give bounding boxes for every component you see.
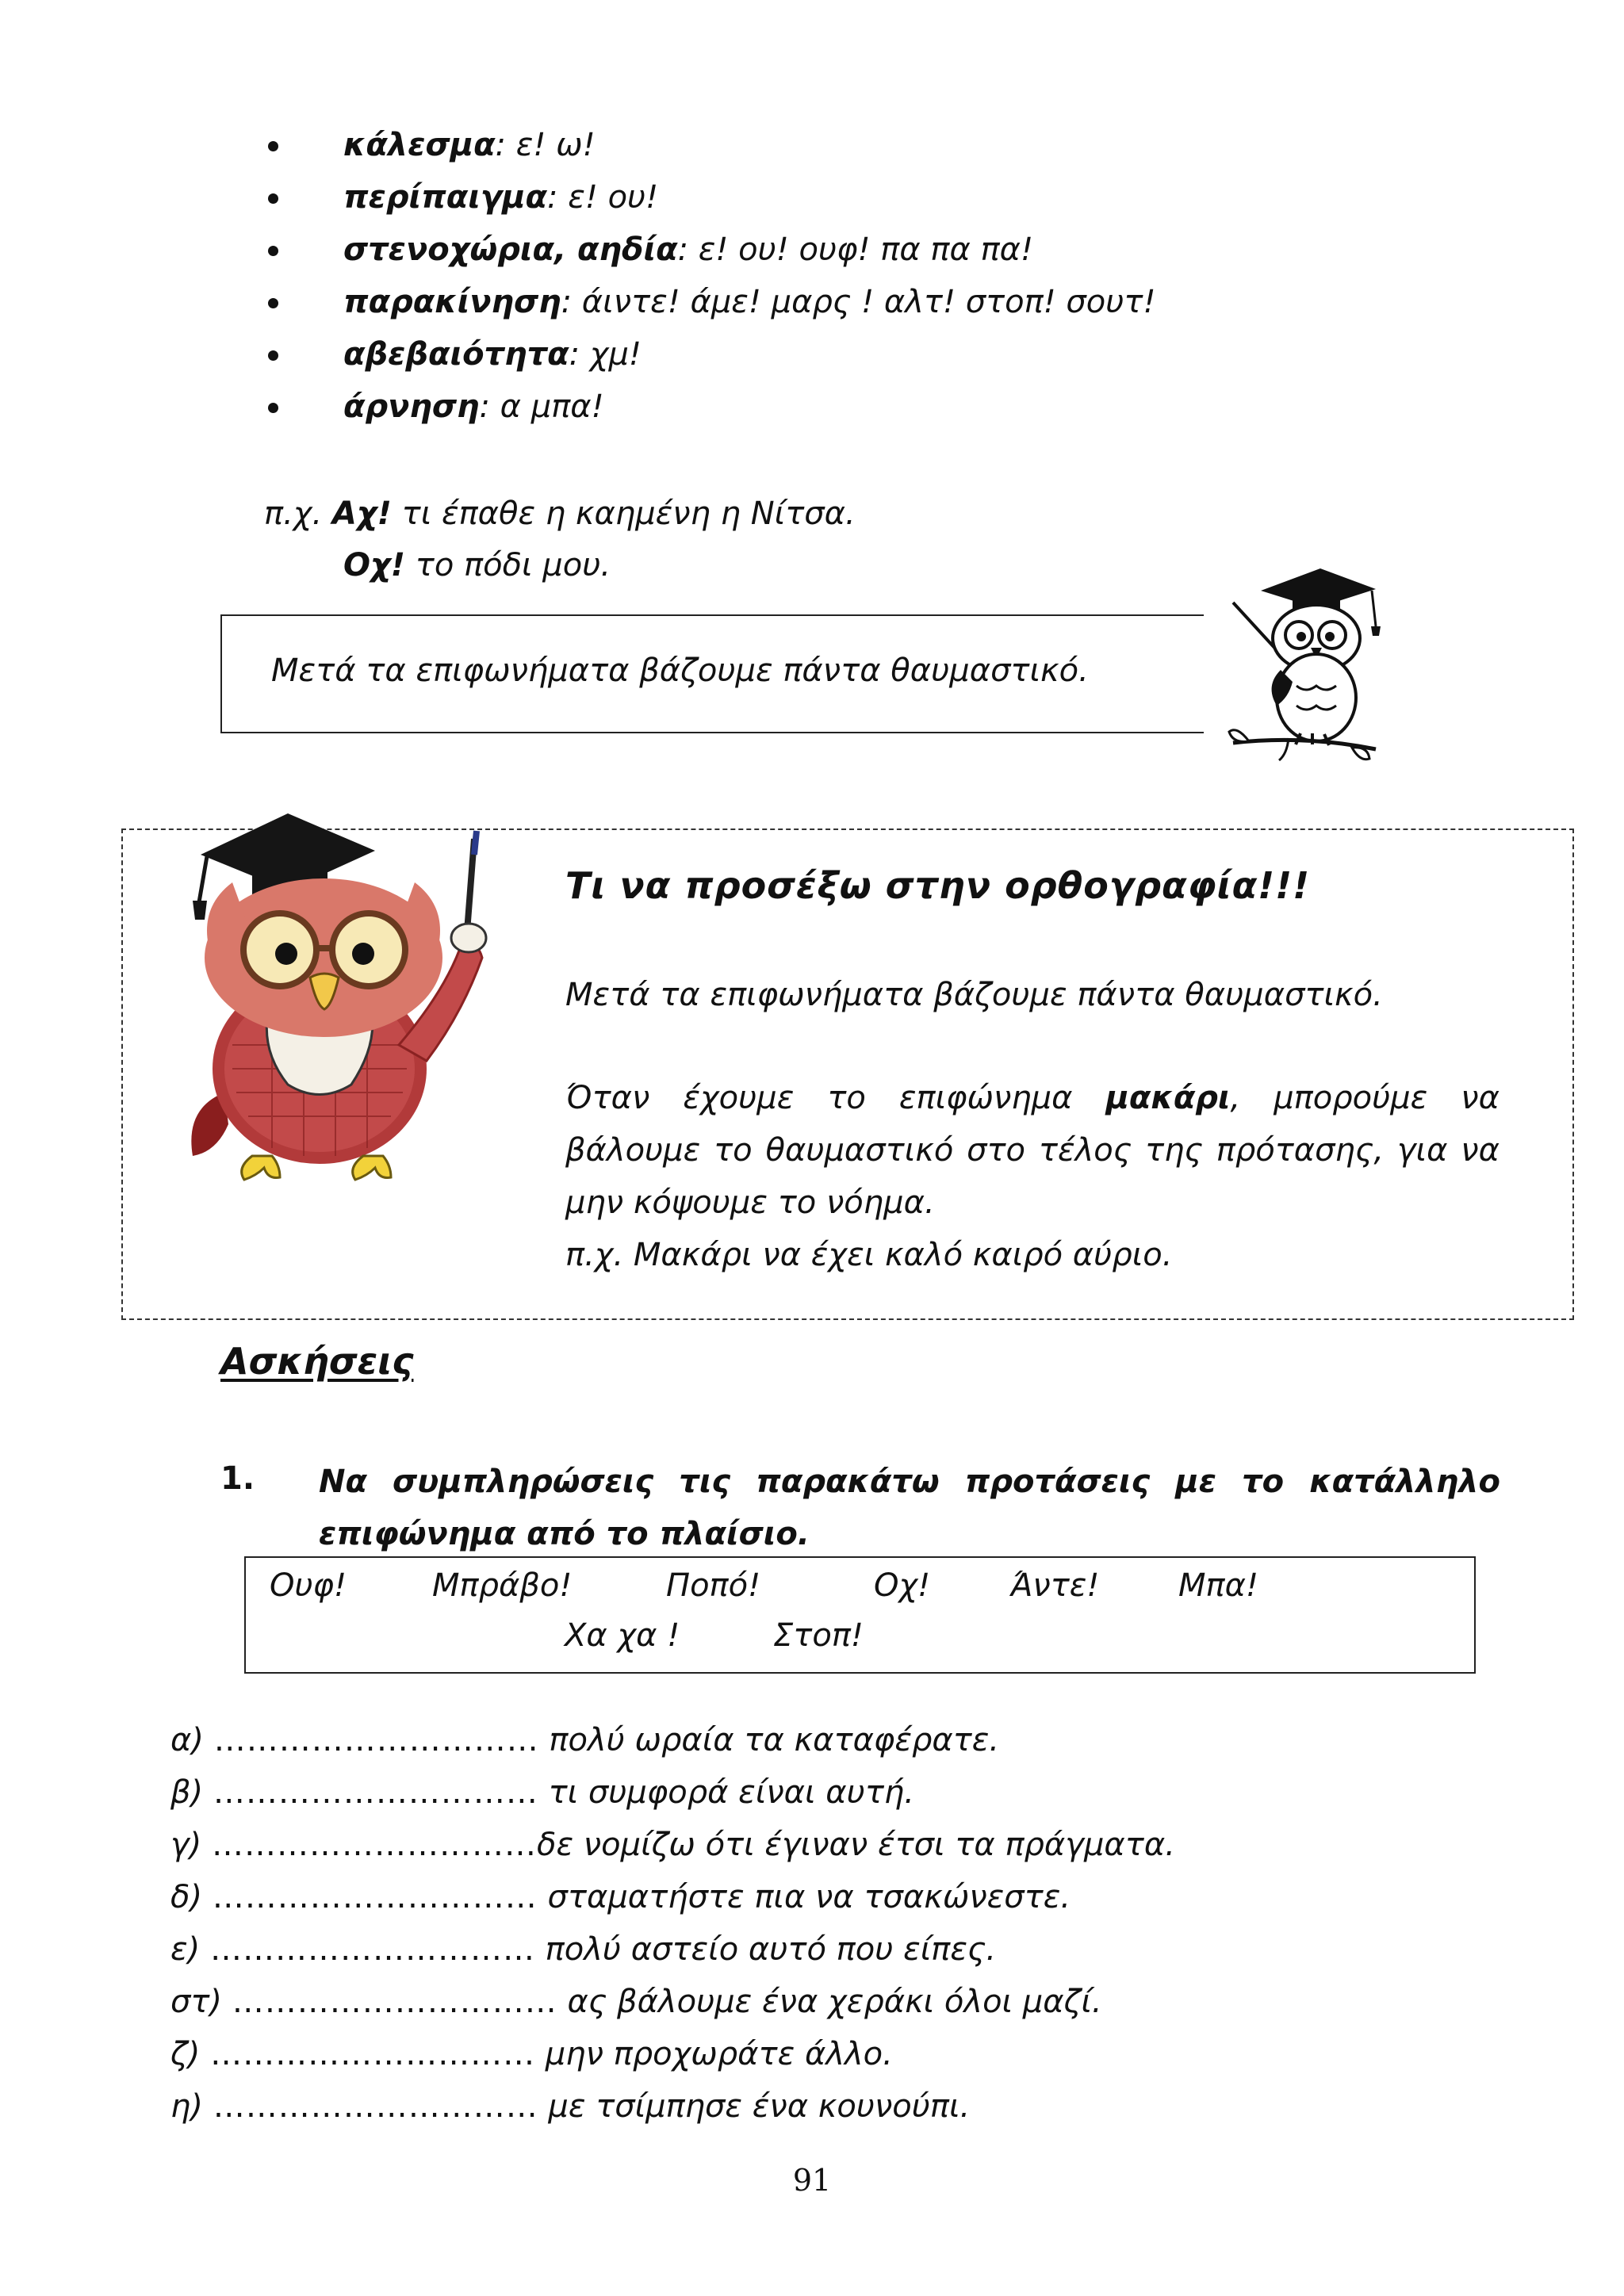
word-bank-box (244, 1556, 1476, 1674)
tip-paragraph-2-line-1: Όταν έχουμε το επιφώνημα μακάρι, μπορούμε να (565, 1080, 1500, 1116)
page-number: 91 (792, 2163, 832, 2198)
tip-paragraph-1: Μετά τα επιφωνήματα βάζουμε πάντα θαυμαστικό. (565, 977, 1383, 1013)
word-option: Μπα! (1178, 1567, 1258, 1604)
bullet-icon (268, 298, 278, 308)
fill-sentence: στ) ………………………… ας βάλουμε ένα χεράκι όλοι μαζί. (170, 1984, 1102, 2020)
blank-field[interactable]: ………………………… (232, 1984, 557, 2020)
fill-sentence: β) ………………………… τι συμφορά είναι αυτή. (170, 1774, 914, 1811)
bullet-icon (268, 193, 278, 204)
fill-sentence: ζ) ………………………… μην προχωράτε άλλο. (170, 2036, 893, 2072)
blank-field[interactable]: ………………………… (213, 1722, 539, 1758)
list-item: αβεβαιότητα: χμ! (264, 328, 1295, 381)
fill-sentence: η) ………………………… με τσίμπησε ένα κουνούπι. (170, 2088, 971, 2125)
fill-sentence: α) ………………………… πολύ ωραία τα καταφέρατε. (170, 1722, 1000, 1758)
tip-example: π.χ. Μακάρι να έχει καλό καιρό αύριο. (565, 1237, 1173, 1273)
bullet-icon (268, 246, 278, 256)
list-item: στενοχώρια, αηδία: ε! ου! ουφ! πα πα πα! (264, 224, 1295, 276)
word-option: Οχ! (874, 1567, 931, 1604)
owl-teacher-illustration (161, 807, 522, 1188)
word-option: Μπράβο! (432, 1567, 573, 1604)
word-option: Χα χα ! (565, 1617, 680, 1654)
tip-paragraph-2-line-2: βάλουμε το θαυμαστικό στο τέλος της πρότασης, για να (565, 1132, 1500, 1169)
fill-sentence: δ) ………………………… σταματήστε πια να τσακώνεστε. (170, 1879, 1071, 1915)
exercise-instructions: Να συμπληρώσεις τις παρακάτω προτάσεις με το κατάλληλο επιφώνημα από το πλαίσιο. (319, 1464, 1500, 1552)
fill-sentence: γ) …………………………δε νομίζω ότι έγιναν έτσι τα πράγματα. (170, 1827, 1175, 1863)
rule-box (220, 614, 1204, 733)
fill-sentence: ε) ………………………… πολύ αστείο αυτό που είπες. (170, 1931, 997, 1968)
bullet-icon (268, 403, 278, 413)
blank-field[interactable]: ………………………… (212, 1879, 538, 1915)
word-option: Ποπό! (666, 1567, 761, 1604)
list-item: άρνηση: α μπα! (264, 381, 1295, 433)
tip-title: Τι να προσέξω στην ορθογραφία!!! (565, 864, 1311, 907)
tip-paragraph-2-line-3: μην κόψουμε το νόημα. (565, 1184, 935, 1221)
bullet-icon (268, 141, 278, 151)
owl-graduate-illustration (1217, 559, 1384, 765)
interjection-list (264, 119, 1295, 433)
example-line-2: Οχ! το πόδι μου. (343, 547, 611, 584)
blank-field[interactable]: ………………………… (209, 1931, 535, 1968)
word-option: Στοπ! (773, 1617, 864, 1654)
blank-field[interactable]: ………………………… (210, 2036, 536, 2072)
exercises-heading: Ασκήσεις (220, 1340, 414, 1383)
blank-field[interactable]: ………………………… (212, 1827, 537, 1863)
bullet-icon (268, 350, 278, 361)
list-item: παρακίνηση: άιντε! άμε! μαρς ! αλτ! στοπ! σουτ! (264, 276, 1295, 328)
word-option: Ουφ! (270, 1567, 347, 1604)
rule-text: Μετά τα επιφωνήματα βάζουμε πάντα θαυμαστικό. (271, 652, 1089, 689)
word-option: Άντε! (1011, 1567, 1100, 1604)
list-item: περίπαιγμα: ε! ου! (264, 171, 1295, 224)
blank-field[interactable]: ………………………… (213, 1774, 538, 1811)
example-line-1: π.χ. Αχ! τι έπαθε η καημένη η Νίτσα. (264, 496, 856, 532)
exercise-number: 1. (220, 1460, 255, 1497)
list-item: κάλεσμα: ε! ω! (264, 119, 1295, 171)
blank-field[interactable]: ………………………… (213, 2088, 538, 2125)
